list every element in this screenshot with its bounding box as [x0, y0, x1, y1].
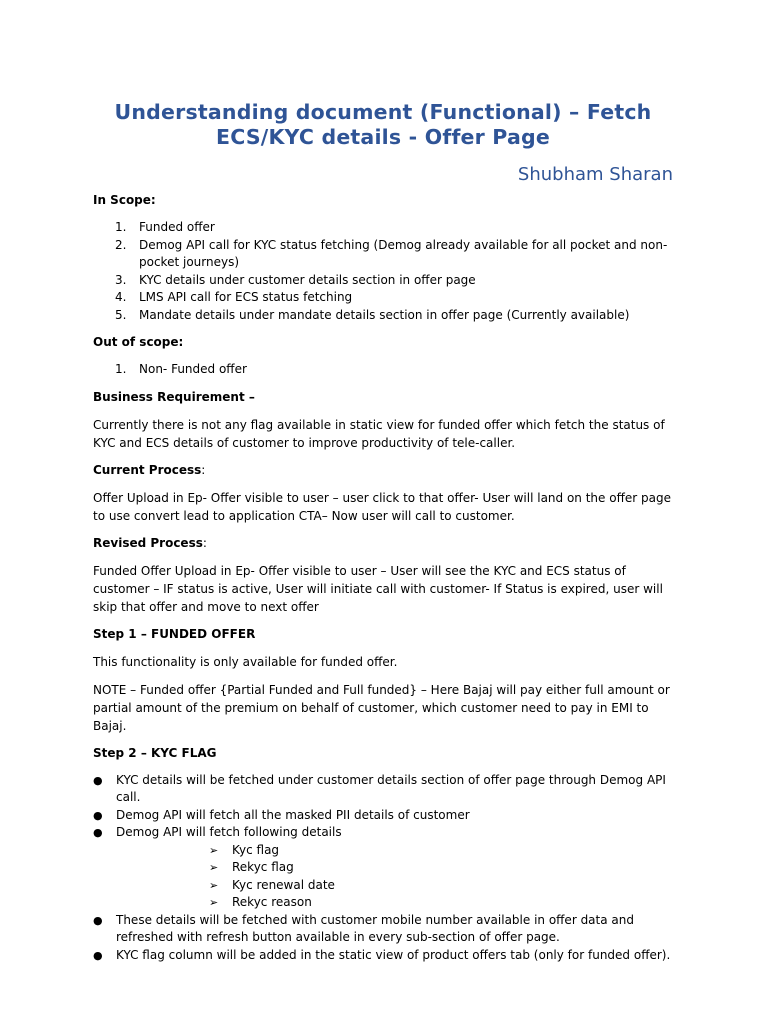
in-scope-section	[93, 192, 673, 324]
step1-heading: Step 1 – FUNDED OFFER	[93, 626, 256, 641]
sub-list-item: ➢ Rekyc reason	[209, 895, 312, 909]
list-item: 1. Non- Funded offer	[115, 362, 247, 376]
in-scope-heading: In Scope:	[93, 193, 156, 207]
out-of-scope-section	[93, 334, 673, 379]
document-page	[93, 100, 673, 964]
in-scope-list	[93, 219, 673, 324]
list-item: ● KYC flag column will be added in the static view of product offers tab (only for funded offer).	[93, 947, 671, 962]
step2-bullet-list	[93, 772, 673, 965]
step1-section	[93, 626, 673, 735]
list-item: 3. KYC details under customer details section in offer page	[115, 272, 476, 287]
step1-note: NOTE – Funded offer {Partial Funded and Full funded} – Here Bajaj will pay either full amount or partial amount of the premium on behalf of customer, which customer need to pay in EMI to Bajaj.	[93, 682, 670, 733]
step2-section	[93, 745, 673, 965]
list-item: ● These details will be fetched with customer mobile number available in offer data and refreshed with refresh button available in every sub-section of offer page.	[93, 912, 634, 944]
step2-heading: Step 2 – KYC FLAG	[93, 745, 217, 760]
revised-process-text: Funded Offer Upload in Ep- Offer visible to user – User will see the KYC and ECS status of customer – IF status is active, User will initiate call with customer- If Status is expired, user will skip that offer and move to next offer	[93, 563, 663, 614]
out-of-scope-heading: Out of scope:	[93, 335, 184, 349]
business-requirement-text: Currently there is not any flag available in static view for funded offer which fetch the status of KYC and ECS details of customer to improve productivity of tele-caller.	[93, 417, 665, 450]
document-title: Understanding document (Functional) – Fetch ECS/KYC details - Offer Page	[114, 100, 652, 149]
list-item: 5. Mandate details under mandate details section in offer page (Currently available)	[115, 307, 630, 322]
list-item: ● KYC details will be fetched under customer details section of offer page through Demog API call.	[93, 772, 666, 804]
out-of-scope-list	[93, 361, 673, 379]
step1-text: This functionality is only available for funded offer.	[93, 654, 398, 669]
list-item: 1. Funded offer	[115, 220, 215, 234]
business-requirement-section	[93, 389, 673, 452]
sub-list-item: ➢ Kyc renewal date	[209, 877, 335, 892]
sub-list-item: ➢ Rekyc flag	[209, 860, 294, 874]
list-item: ● Demog API will fetch following details ➢ Kyc flag ➢ Rekyc flag ➢ Kyc renewal date ➢ Rekyc reason	[93, 824, 673, 912]
revised-process-heading: Revised Process:	[93, 535, 207, 550]
current-process-heading: Current Process:	[93, 462, 206, 477]
sub-list-item: ➢ Kyc flag	[209, 842, 280, 857]
kyc-details-sublist	[93, 842, 673, 912]
list-item: 4. LMS API call for ECS status fetching	[115, 290, 353, 304]
current-process-section	[93, 462, 673, 525]
list-item: ● Demog API will fetch all the masked PII details of customer	[93, 807, 470, 822]
list-item: 2. Demog API call for KYC status fetching (Demog already available for all pocket and non-pocket journeys)	[115, 237, 668, 269]
revised-process-section	[93, 535, 673, 616]
author-name: Shubham Sharan	[517, 164, 673, 185]
current-process-text: Offer Upload in Ep- Offer visible to user – user click to that offer- User will land on the offer page to use convert lead to application CTA– Now user will call to customer.	[93, 490, 671, 523]
business-requirement-heading: Business Requirement –	[93, 389, 255, 404]
